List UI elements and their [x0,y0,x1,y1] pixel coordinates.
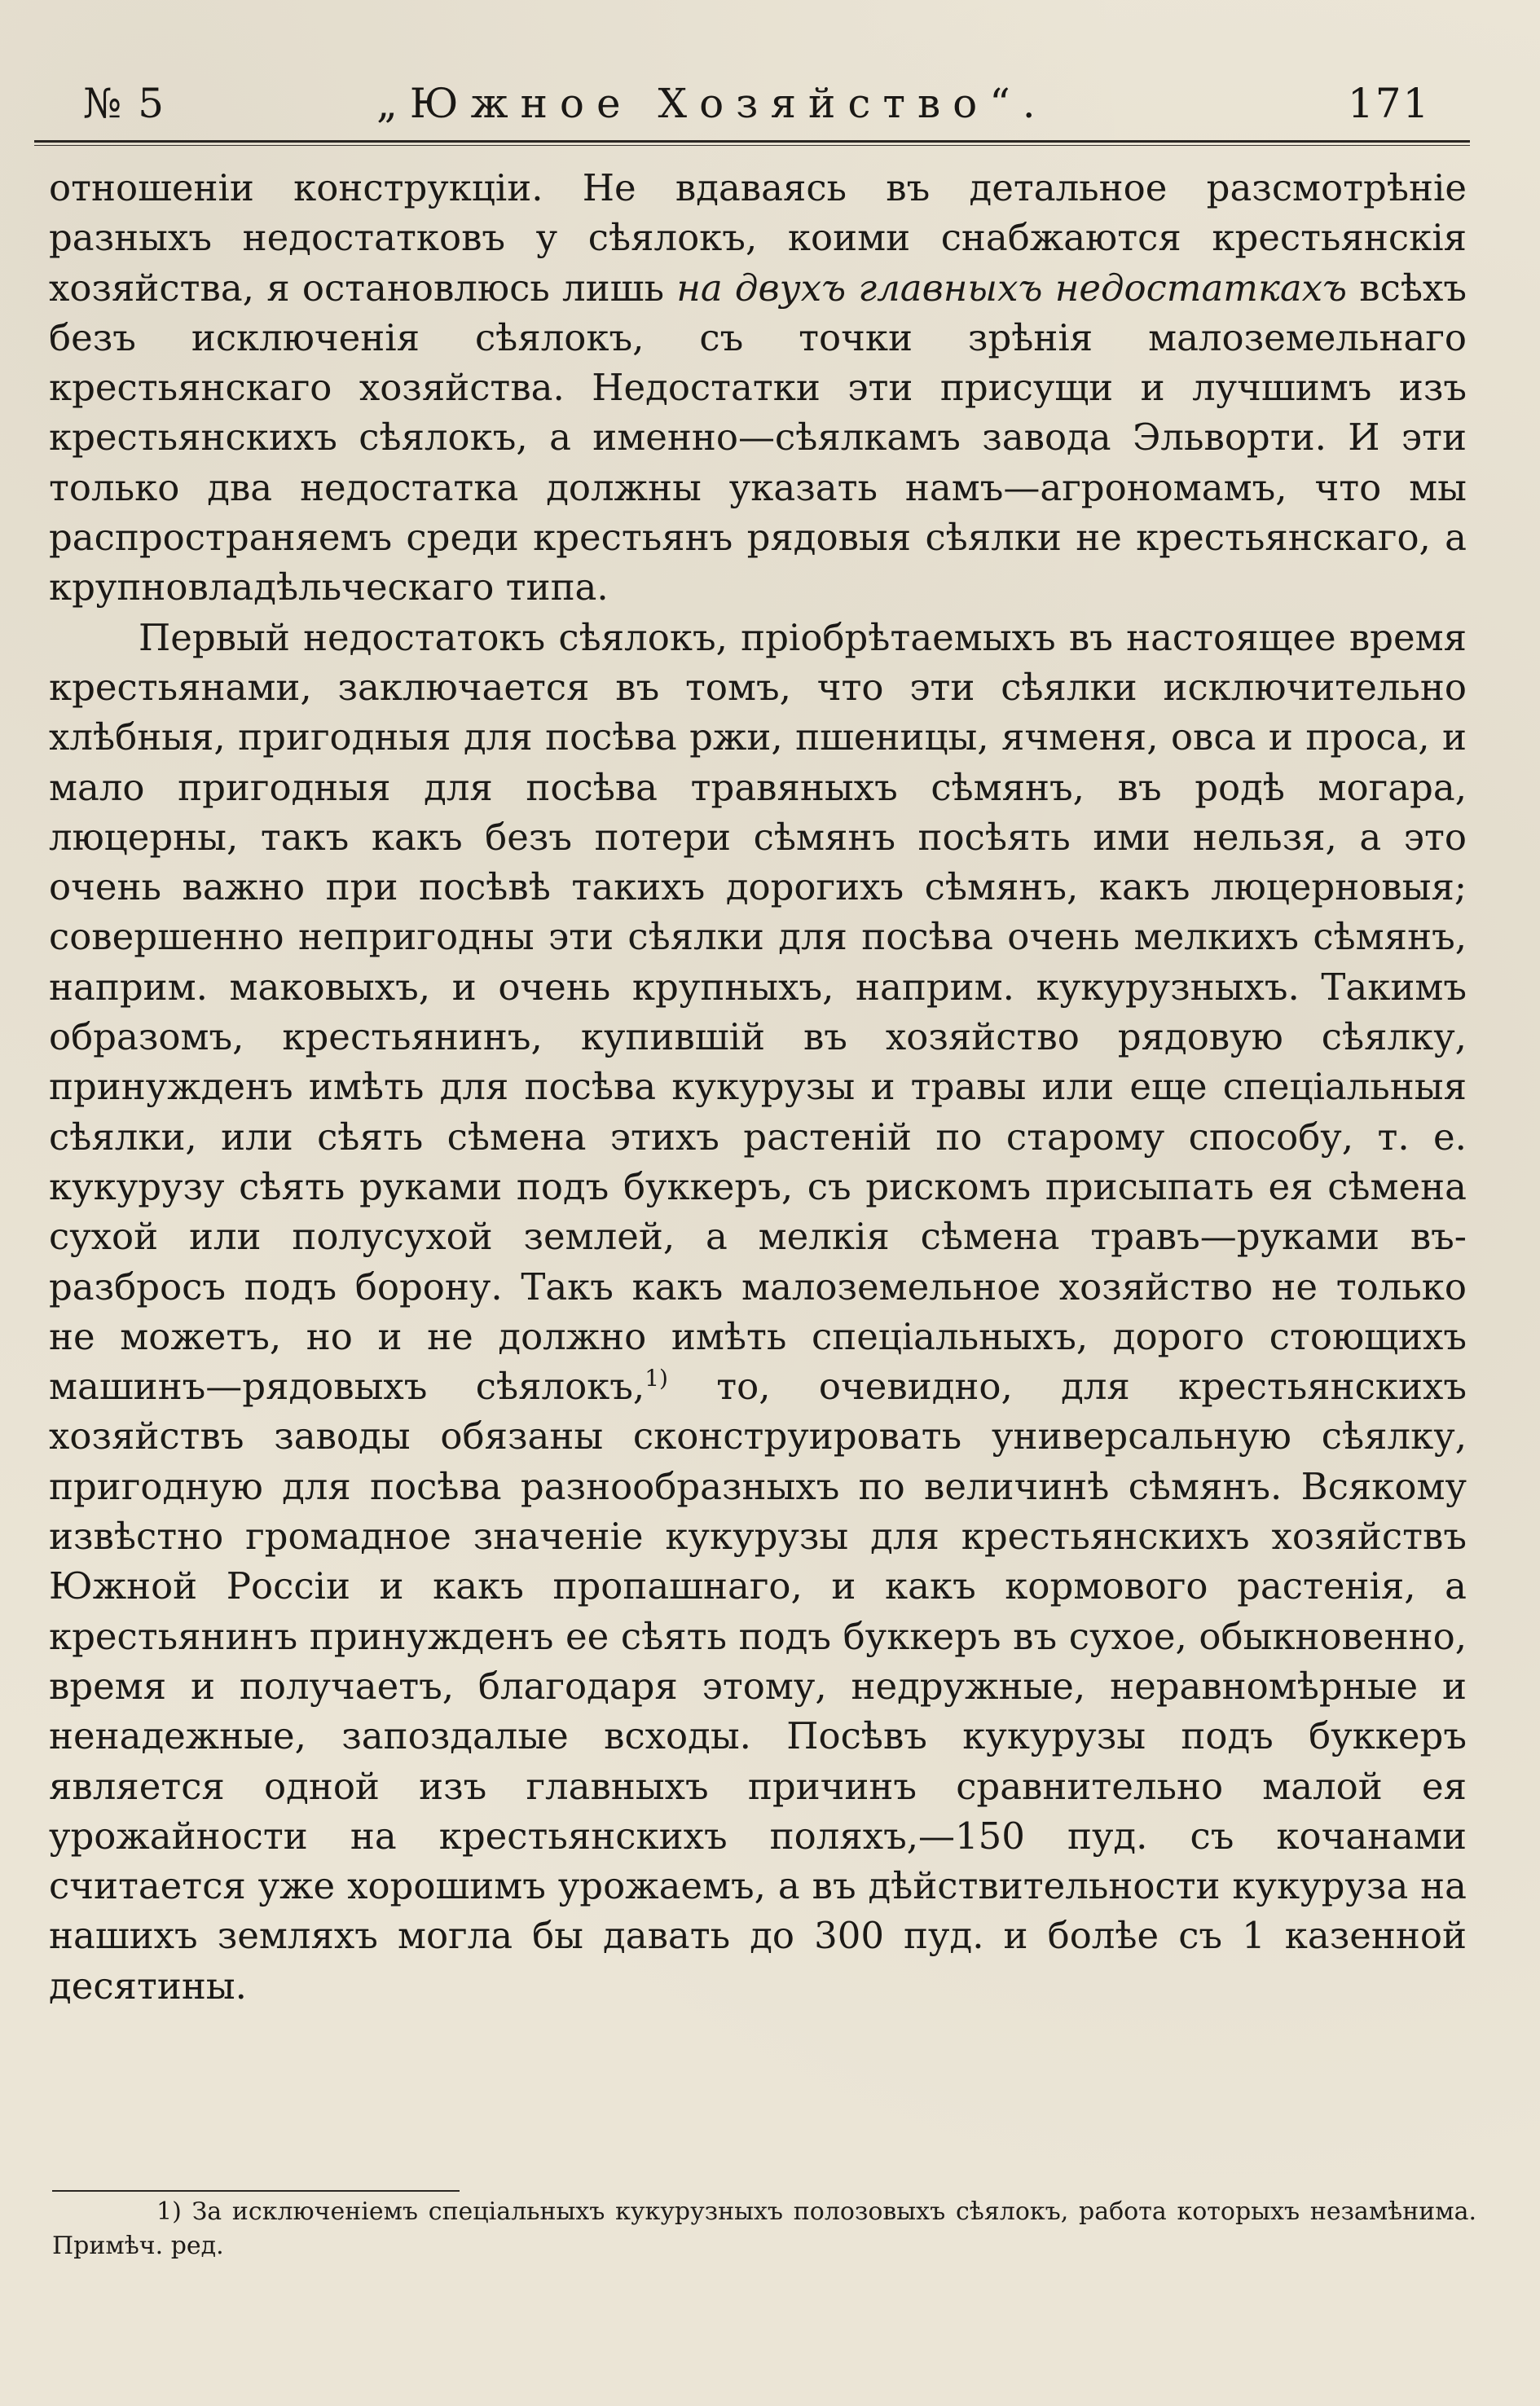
paragraph-1-text-b: всѣхъ безъ исключенія сѣялокъ, съ точки зрѣнія малоземельнаго крестьянскаго хозяйства. Недостатки эти присущи и лучшимъ изъ крестьянскихъ сѣялокъ, а именно—сѣялкамъ завода Эльворти. И эти только два недостатка должны указать намъ—агрономамъ, что мы распространяемъ среди крестьянъ рядовыя сѣялки не крестьянскаго, а крупновладѣльческаго типа. [49,266,1467,609]
footnote-text: 1) За исключеніемъ спеціальныхъ кукурузныхъ полозовыхъ сѣялокъ, работа которыхъ незамѣнима. Примѣч. ред. [52,2197,1476,2260]
journal-title: „Южное Хозяйство“. [376,80,1048,127]
paragraph-1-emphasis: на двухъ главныхъ недостаткахъ [676,266,1348,310]
footnote-rule [52,2190,460,2192]
paragraph-1-text-a: отношеніи конструкціи. Не вдаваясь въ детальное разсмотрѣніе разныхъ недостатковъ у сѣялокъ, коими снабжаются крестьянскія хозяйства, я остановлюсь лишь [49,166,1467,310]
footnote [52,2195,1476,2263]
paragraph-1 [49,163,1467,613]
footnote-reference[interactable]: 1) [645,1365,668,1392]
issue-number: № 5 [83,80,166,127]
header-rule [34,140,1470,143]
paragraph-2 [49,613,1467,2011]
article-body [49,163,1467,2011]
paragraph-2-text-a: Первый недостатокъ сѣялокъ, пріобрѣтаемыхъ въ настоящее время крестьянами, заключается въ томъ, что эти сѣялки исключительно хлѣбныя, пригодныя для посѣва ржи, пшеницы, ячменя, овса и проса, и мало пригодныя для посѣва травяныхъ сѣмянъ, въ родѣ могара, люцерны, такъ какъ безъ потери сѣмянъ посѣять ими нельзя, а это очень важно при посѣвѣ такихъ дорогихъ сѣмянъ, какъ люцерновыя; совершенно непригодны эти сѣялки для посѣва очень мелкихъ сѣмянъ, наприм. маковыхъ, и очень крупныхъ, наприм. кукурузныхъ. Такимъ образомъ, крестьянинъ, купившій въ хозяйство рядовую сѣялку, принужденъ имѣть для посѣва кукурузы и травы или еще спеціальныя сѣялки, или сѣять сѣмена этихъ растеній по старому способу, т. е. кукурузу сѣять руками подъ буккеръ, съ рискомъ присыпать ея сѣмена сухой или полусухой землей, а мелкія сѣмена травъ—руками въ-разбросъ подъ борону. Такъ какъ малоземельное хозяйство не только не можетъ, но и не должно имѣть спеціальныхъ, дорого стоющихъ машинъ—рядовыхъ сѣялокъ, [49,615,1467,1409]
page-number: 171 [1348,80,1431,127]
header-rule-thin [34,145,1470,146]
running-header [34,72,1468,137]
paragraph-2-text-b: то, очевидно, для крестьянскихъ хозяйствъ заводы обязаны сконструировать универсальную сѣялку, пригодную для посѣва разнообразныхъ по величинѣ сѣмянъ. Всякому извѣстно громадное значеніе кукурузы для крестьянскихъ хозяйствъ Южной Россіи и какъ пропашнаго, и какъ кормового растенія, а крестьянинъ принужденъ ее сѣять подъ буккеръ въ сухое, обыкновенно, время и получаетъ, благодаря этому, недружные, неравномѣрные и ненадежные, запоздалые всходы. Посѣвъ кукурузы подъ буккеръ является одной изъ главныхъ причинъ сравнительно малой ея урожайности на крестьянскихъ поляхъ,—150 пуд. съ кочанами считается уже хорошимъ урожаемъ, а въ дѣйствительности кукуруза на нашихъ земляхъ могла бы давать до 300 пуд. и болѣе съ 1 казенной десятины. [49,1365,1467,2008]
